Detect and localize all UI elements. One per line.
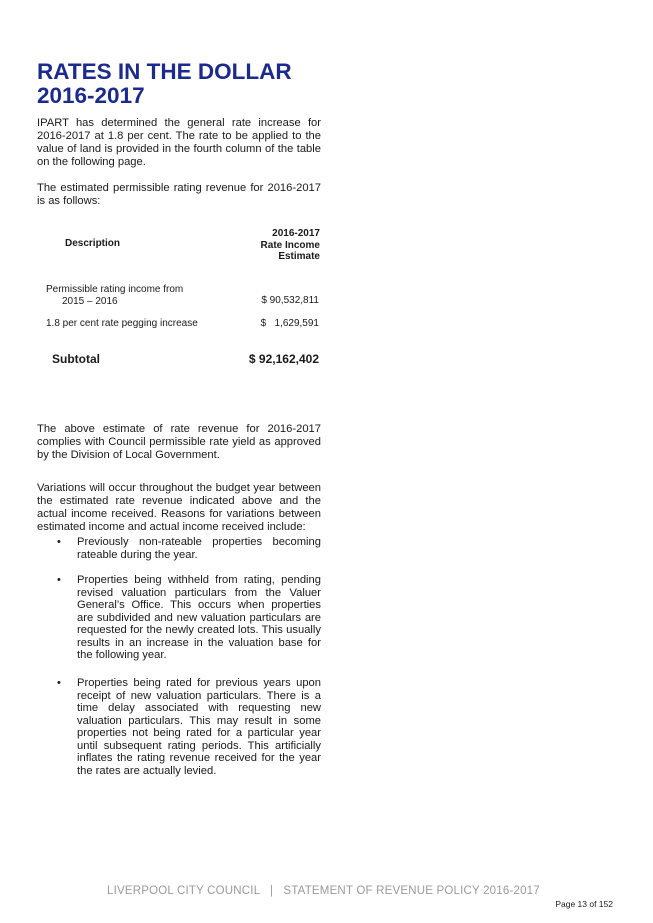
- list-item-text: Previously non-rateable properties becoming rateable during the year.: [77, 536, 321, 561]
- table-header-estimate-line: Rate Income: [260, 239, 320, 251]
- table-cell-text: 2015 – 2016: [62, 295, 118, 307]
- subtotal-label: Subtotal: [52, 352, 100, 366]
- table-header-estimate-line: 2016-2017: [272, 228, 320, 239]
- compliance-paragraph: The above estimate of rate revenue for 2016-2017 complies with Council permissible rate yield as approved by the Division of Local Government.: [37, 423, 321, 461]
- page-title: [37, 60, 292, 108]
- list-item-text: Properties being rated for previous years upon receipt of new valuation particulars. There is a time delay associated with requesting new valuation particulars. This may result in some properties not being rated for a particular year until subsequent rating periods. This artificially inflates the rating revenue received for the year the rates are actually levied.: [77, 677, 321, 777]
- variations-paragraph: Variations will occur throughout the budget year between the estimated rate revenue indicated above and the actual income received. Reasons for variations between estimated income and actual income received include:: [37, 482, 321, 533]
- bullet-icon: •: [57, 536, 61, 548]
- page-title-line1: RATES IN THE DOLLAR: [37, 59, 292, 84]
- page-number: Page 13 of 152: [555, 899, 613, 909]
- list-item-text: Properties being withheld from rating, pending revised valuation particulars from the Valuer General’s Office. This occurs when properties are subdivided and new valuation particulars are requested for the newly created lots. This usually results in an increase in the valuation base for the following year.: [77, 574, 321, 661]
- table-header-estimate-line: Estimate: [278, 251, 320, 262]
- table-row-description: [46, 284, 183, 307]
- revenue-intro-paragraph: The estimated permissible rating revenue for 2016-2017 is as follows:: [37, 182, 321, 207]
- bullet-icon: •: [57, 574, 61, 586]
- table-row-description: [46, 318, 198, 330]
- table-cell-text: 1.8 per cent rate pegging increase: [46, 318, 198, 329]
- page-title-line2: 2016-2017: [37, 83, 145, 108]
- intro-paragraph: IPART has determined the general rate increase for 2016-2017 at 1.8 per cent. The rate to be applied to the value of land is provided in the fourth column of the table on the following page.: [37, 117, 321, 168]
- subtotal-value: $ 92,162,402: [248, 352, 319, 366]
- table-header-estimate: [261, 228, 320, 263]
- table-header-description: Description: [65, 238, 121, 249]
- table-row-value: $ 1,629,591: [260, 318, 319, 329]
- table-cell-text: Permissible rating income from: [46, 284, 184, 295]
- page-footer: LIVERPOOL CITY COUNCIL | STATEMENT OF REVENUE POLICY 2016-2017: [107, 885, 540, 897]
- table-row-value: $ 90,532,811: [261, 295, 319, 306]
- bullet-icon: •: [57, 677, 61, 689]
